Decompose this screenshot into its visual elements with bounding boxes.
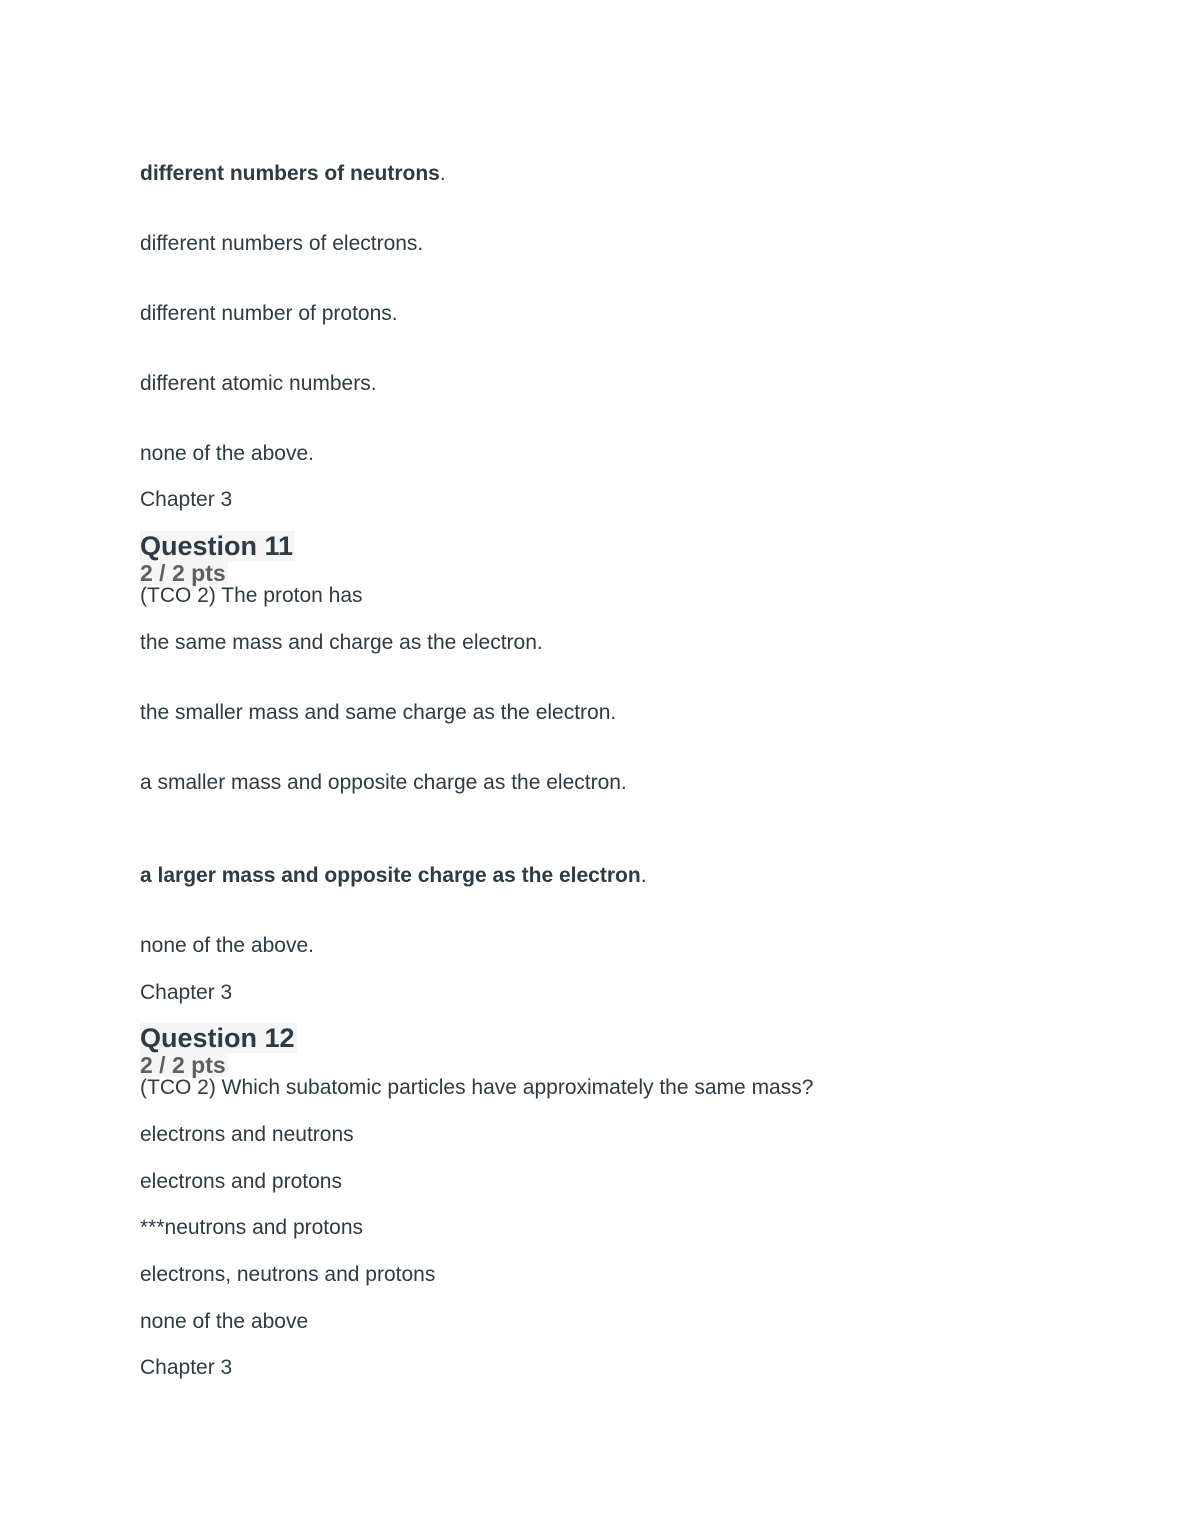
answer-option: none of the above. [140,934,314,957]
answer-option: the smaller mass and same charge as the electron. [140,701,617,724]
answer-option: different atomic numbers. [140,372,377,395]
answer-option: different numbers of electrons. [140,232,424,255]
question-prompt: (TCO 2) Which subatomic particles have approximately the same mass? [140,1076,814,1099]
question-title: Question 11 [140,531,294,561]
answer-text: a larger mass and opposite charge as the electron [140,864,641,887]
answer-option: none of the above. [140,442,314,465]
answer-option: a smaller mass and opposite charge as the electron. [140,771,627,794]
answer-option: the same mass and charge as the electron. [140,631,543,654]
answer-option-correct [140,863,647,889]
question-title: Question 12 [140,1023,295,1053]
answer-suffix: . [439,162,446,185]
answer-suffix: . [640,864,647,887]
chapter-label: Chapter 3 [140,1356,233,1379]
chapter-label: Chapter 3 [140,488,233,511]
answer-option: electrons, neutrons and protons [140,1263,436,1286]
question-points: 2 / 2 pts [140,560,226,586]
chapter-label: Chapter 3 [140,981,233,1004]
answer-option: different number of protons. [140,302,398,325]
answer-option: electrons and protons [140,1170,342,1193]
answer-option: none of the above [140,1310,309,1333]
question-prompt: (TCO 2) The proton has [140,584,363,607]
question-points: 2 / 2 pts [140,1052,226,1078]
answer-option: ***neutrons and protons [140,1216,363,1239]
answer-option: electrons and neutrons [140,1123,354,1146]
answer-text: different numbers of neutrons [140,162,440,185]
answer-option-correct [140,161,446,187]
